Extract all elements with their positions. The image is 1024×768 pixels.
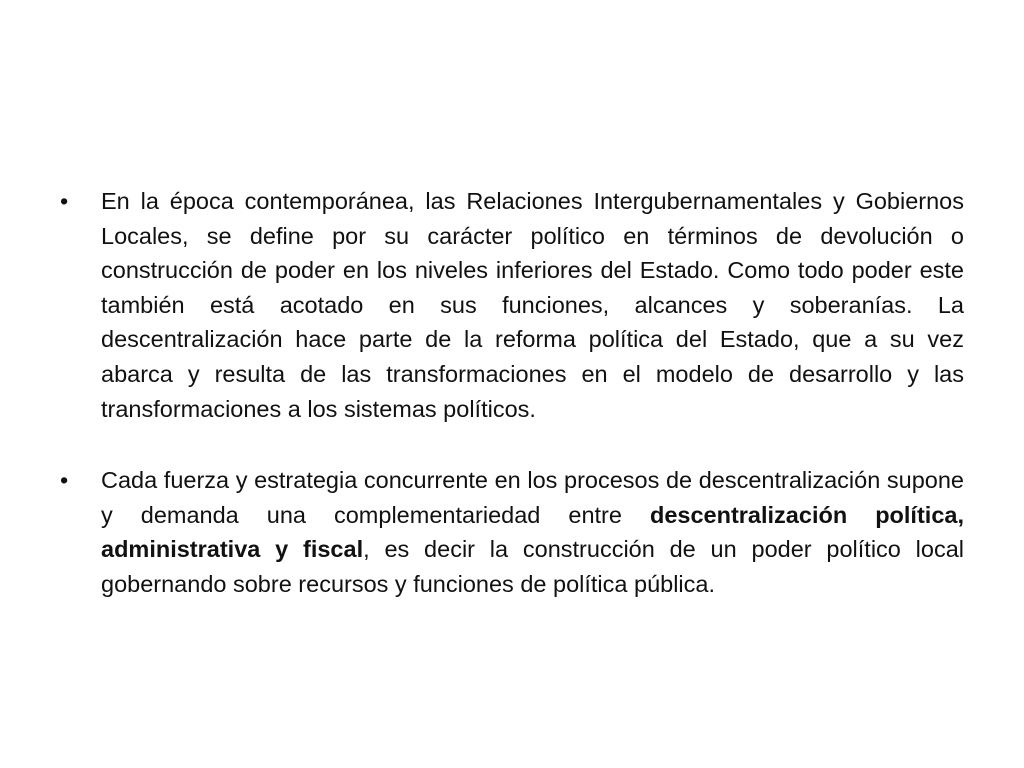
bullet-icon: •: [60, 188, 69, 214]
bullet-text: En la época contemporánea, las Relaciones Intergubernamentales y Gobiernos Locales, se define por su carácter político en términos de devolución o construcción de poder en los niveles inferiores del Estado. Como todo poder este también está acotado en sus funciones, alcances y soberanías. La descentralización hace parte de la reforma política del Estado, que a su vez abarca y resulta de las transformaciones en el modelo de desarrollo y las transformaciones a los sistemas políticos.: [101, 188, 964, 422]
bullet-text-after: , es decir la construcción de un poder político local gobernando sobre recursos y funciones de política pública.: [101, 536, 964, 597]
bullet-text-before: Cada fuerza y estrategia concurrente en los procesos de descentralización supone y demanda una complementariedad entre: [101, 467, 964, 528]
bullet-icon: •: [60, 467, 69, 494]
bullet-item-1: [60, 184, 964, 426]
slide-body: [60, 184, 964, 602]
bullet-text-bold: descentralización política, administrativa y fiscal: [101, 501, 964, 563]
bullet-item-2: [60, 463, 964, 601]
